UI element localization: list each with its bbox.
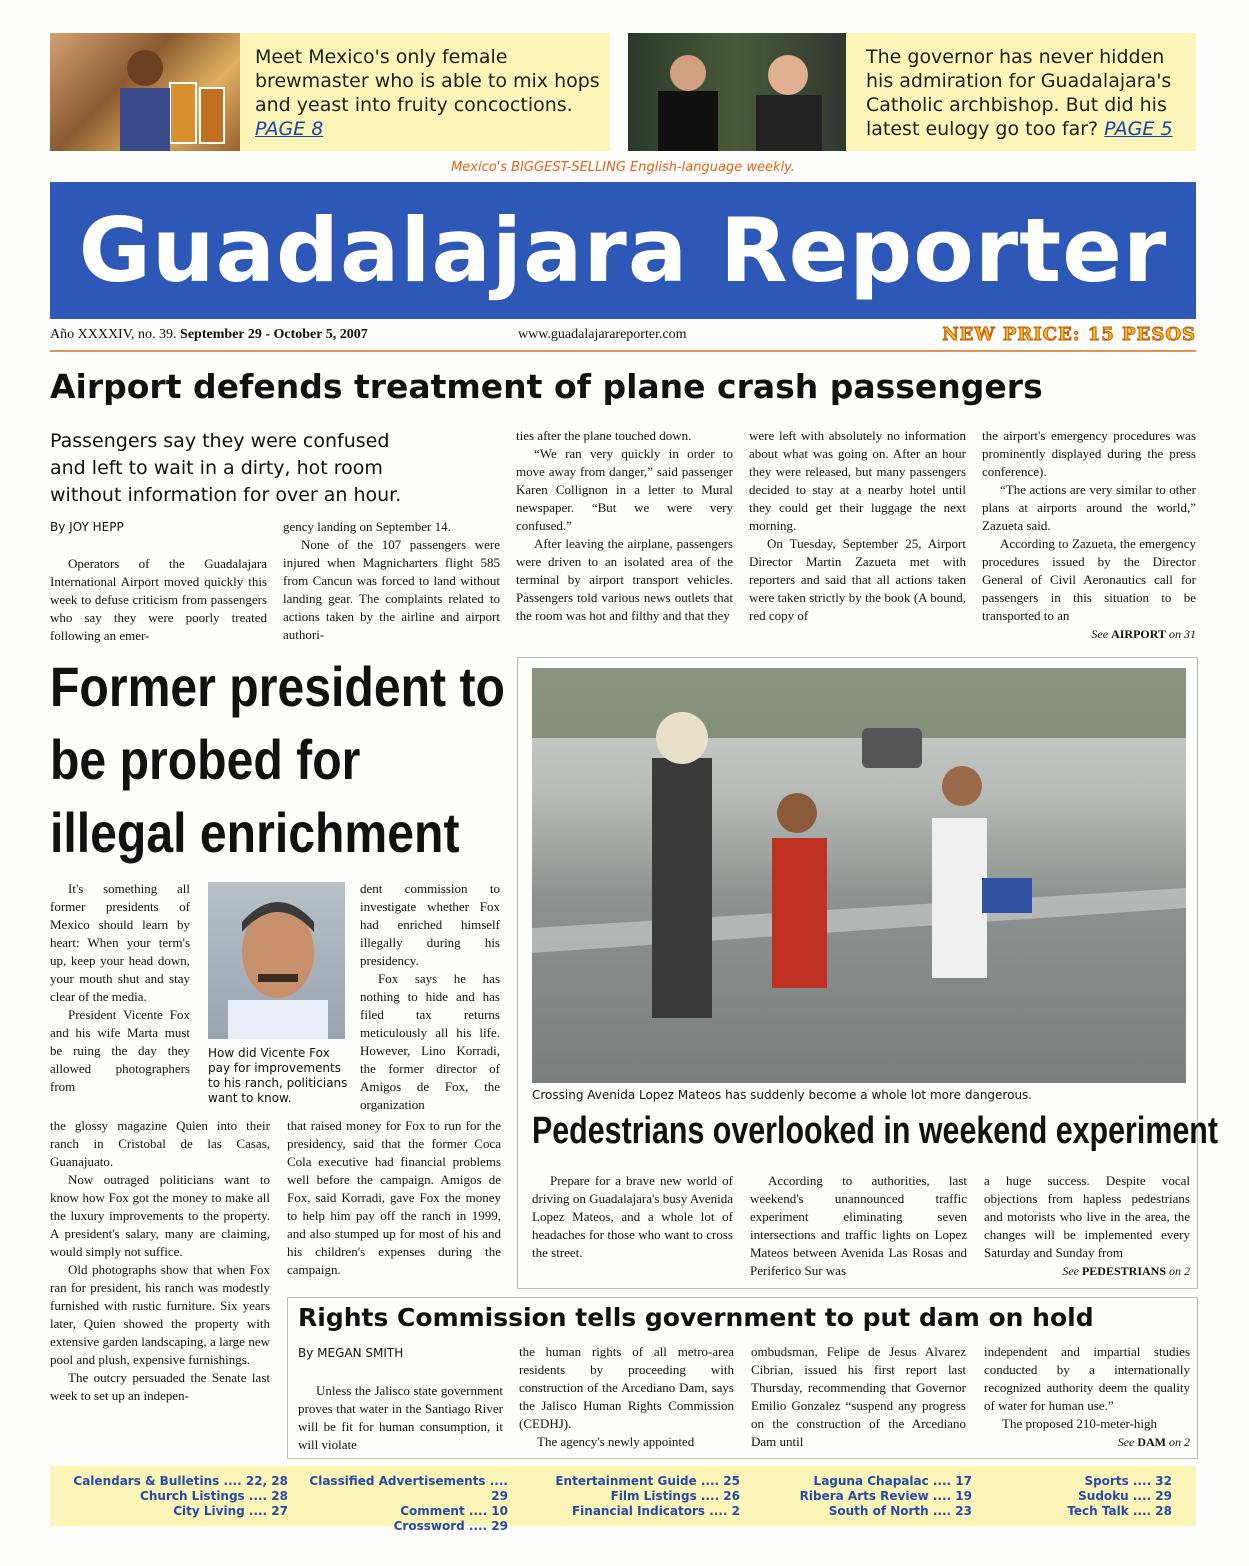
fox-col2b: Fox says he has nothing to hide and has filed tax returns meticulously all his life. However, Lino Korradi, the former director of Amigos de Fox, the organization (360, 971, 500, 1112)
jump-prefix: See (1062, 1264, 1079, 1278)
index-item[interactable]: Ribera Arts Review .... 19 (799, 1489, 972, 1503)
jump-page: on 2 (1169, 1435, 1190, 1449)
airport-col5a: the airport's emergency procedures was prominently displayed during the press conference). (982, 428, 1196, 479)
issue-dates: September 29 - October 5, 2007 (180, 327, 368, 342)
jump-prefix: See (1117, 1435, 1135, 1449)
index-item[interactable]: Tech Talk .... 28 (1067, 1504, 1172, 1518)
masthead-title: Guadalajara Reporter (78, 199, 1168, 302)
airport-col2a: gency landing on September 14. (283, 519, 451, 534)
masthead (50, 182, 1196, 319)
index-column-1 (50, 1474, 288, 1519)
index-item[interactable]: South of North .... 23 (828, 1504, 972, 1518)
pedestrians-headline: Pedestrians overlooked in weekend experiment (532, 1110, 1218, 1152)
pedestrians-photo (532, 668, 1186, 1083)
jump-keyword: DAM (1137, 1435, 1166, 1449)
jump-keyword: AIRPORT (1111, 627, 1166, 641)
dam-col2b: The agency's newly appointed (537, 1434, 695, 1449)
jump-keyword: PEDESTRIANS (1081, 1264, 1166, 1278)
promo-right[interactable] (628, 33, 1196, 151)
vicente-fox-photo (208, 882, 345, 1039)
index-item[interactable]: Calendars & Bulletins .... 22, 28 (73, 1474, 288, 1488)
fox-col1f: The outcry persuaded the Senate last week to set up an indepen- (50, 1370, 270, 1403)
index-column-2 (290, 1474, 508, 1534)
promo-right-text: The governor has never hidden his admiration for Guadalajara's Catholic archbishop. But did his latest eulogy go too far? (866, 46, 1172, 140)
brewmaster-photo (50, 33, 240, 151)
index-item[interactable]: Sports .... 32 (1084, 1474, 1172, 1488)
site-url[interactable]: www.guadalajarareporter.com (518, 327, 687, 342)
dateline-issue (50, 327, 368, 343)
airport-byline: By JOY HEPP (50, 520, 124, 534)
pedestrians-col2: According to authorities, last weekend's unannounced traffic experiment eliminating seven intersections and traffic lights on Lopez Mateos between Avenida Las Rosas and Periferico Sur was (750, 1173, 967, 1278)
price-badge: NEW PRICE: 15 PESOS (942, 324, 1196, 345)
index-item[interactable]: Classified Advertisements .... 29 (309, 1474, 508, 1503)
dateline-rule (50, 350, 1196, 352)
pedestrians-col3: a huge success. Despite vocal objections from hapless pedestrians and motorists who live in the area, the changes will be implemented every Saturday and Sunday from (984, 1173, 1190, 1260)
issue-number: Año XXXXIV, no. 39. (50, 327, 177, 342)
fox-col1c: the glossy magazine Quien into their ranch in Cristobal de las Casas, Guanajuato. (50, 1118, 270, 1169)
index-column-4 (770, 1474, 972, 1519)
pedestrians-caption: Crossing Avenida Lopez Mateos has suddenly become a whole lot more dangerous. (532, 1088, 1033, 1102)
airport-col4b: On Tuesday, September 25, Airport Director Martin Zazueta met with reporters and said that all actions taken were taken strictly by the book (A bound, red copy of (749, 536, 966, 623)
airport-jump[interactable] (982, 625, 1196, 643)
index-item[interactable]: Crossword .... 29 (393, 1519, 508, 1533)
portrait-icon (208, 882, 345, 1039)
airport-col3a: ties after the plane touched down. (516, 428, 692, 443)
airport-col3b: “We ran very quickly in order to move away from danger,” said passenger Karen Collignon in a letter to Mural newspaper. “But we were very confused.” (516, 446, 733, 533)
airport-col5b: “The actions are very similar to other plans at airports around the world,” Zazueta said. (982, 482, 1196, 533)
airport-col5c: According to Zazueta, the emergency procedures issued by the Director General of Civil Aeronautics call for passengers in this situation to be transported to an (982, 536, 1196, 623)
jump-page: on 2 (1169, 1264, 1190, 1278)
beer-glass-icon (50, 33, 240, 151)
index-item[interactable]: Entertainment Guide .... 25 (555, 1474, 740, 1488)
dam-byline: By MEGAN SMITH (298, 1346, 404, 1360)
jump-page: on 31 (1169, 627, 1196, 641)
promo-left[interactable] (50, 33, 610, 151)
airport-headline: Airport defends treatment of plane crash passengers (50, 367, 1043, 406)
tagline: Mexico's BIGGEST-SELLING English-language weekly. (451, 160, 795, 175)
index-item[interactable]: Film Listings .... 26 (610, 1489, 740, 1503)
index-item[interactable]: Comment .... 10 (400, 1504, 508, 1518)
dam-col1: Unless the Jalisco state government proves that water in the Santiago River will be fit for human consumption, it will violate (298, 1383, 503, 1452)
index-column-3 (530, 1474, 740, 1519)
index-item[interactable]: Financial Indicators .... 2 (571, 1504, 740, 1518)
fox-col1a: It's something all former presidents of Mexico should learn by heart: When your term's up, keep your head down, your mouth shut and stay clear of the media. (50, 881, 190, 1004)
dam-col4a: independent and impartial studies conducted by a internationally recognized authority deem the quality of water for human use.” (984, 1344, 1190, 1413)
fox-col1d: Now outraged politicians want to know how Fox got the money to make all the luxury improvements to the property. A president's salary, many are claiming, would simply not suffice. (50, 1172, 270, 1259)
index-column-5 (1010, 1474, 1172, 1519)
fox-col1e: Old photographs show that when Fox ran for president, his ranch was modestly furnished with rustic furniture. Six years later, Quien showed the property with extensive garden landscaping, a large new pool and plush, expensive furnishings. (50, 1262, 270, 1367)
dam-col3: ombudsman, Felipe de Jesus Alvarez Cibrian, issued his first report last Thursday, recommending that Governor Emilio Gonzalez “suspend any progress on the construction of the Arcediano Dam until (751, 1344, 966, 1449)
airport-col3c: After leaving the airplane, passengers were driven to an isolated area of the terminal by airport transport vehicles. Passengers told various news outlets that the room was hot and filthy and that they (516, 536, 733, 623)
dam-col4b: The proposed 210-meter-high (1002, 1416, 1157, 1431)
crossing-icon (532, 668, 1186, 1083)
fox-caption: How did Vicente Fox pay for improvements to his ranch, politicians want to know. (208, 1046, 348, 1105)
fox-headline: Former president to be probed for illegal enrichment (50, 655, 505, 864)
fox-col1b: President Vicente Fox and his wife Marta must be ruing the day they allowed photographers from (50, 1007, 190, 1094)
dam-jump[interactable] (984, 1433, 1190, 1451)
airport-col1: Operators of the Guadalajara International Airport moved quickly this week to defuse criticism from passengers who say they were poorly treated following an emer- (50, 556, 267, 643)
promo-left-text: Meet Mexico's only female brewmaster who is able to mix hops and yeast into fruity concoctions. (255, 46, 600, 116)
index-item[interactable]: Laguna Chapalac .... 17 (813, 1474, 972, 1488)
dam-headline: Rights Commission tells government to put dam on hold (298, 1303, 1094, 1332)
jump-prefix: See (1091, 627, 1109, 641)
index-item[interactable]: City Living .... 27 (173, 1504, 288, 1518)
airport-col4a: were left with absolutely no information about what was going on. After an hour they were released, but many passengers decided to stay at a nearby hotel until they could get their luggage the next morning. (749, 428, 966, 533)
index-item[interactable]: Church Listings .... 28 (140, 1489, 288, 1503)
promo-left-link[interactable]: PAGE 8 (255, 118, 324, 140)
airport-deck: Passengers say they were confused and left to wait in a dirty, hot room without information for over an hour. (50, 430, 402, 506)
airport-col2b: None of the 107 passengers were injured when Magnicharters flight 585 from Cancun was forced to land without landing gear. The complaints related to actions taken by the airline and airport authori- (283, 537, 500, 642)
fox-col2a: dent commission to investigate whether Fox had enriched himself illegally during his presidency. (360, 881, 500, 968)
dam-col2a: the human rights of all metro-area residents by proceeding with construction of the Arcediano Dam, says the Jalisco Human Rights Commission (CEDHJ). (519, 1344, 734, 1431)
index-item[interactable]: Sudoku .... 29 (1078, 1489, 1172, 1503)
contents-index (50, 1466, 1196, 1533)
people-icon (628, 33, 846, 151)
pedestrians-jump[interactable] (984, 1262, 1190, 1280)
promo-right-link[interactable]: PAGE 5 (1104, 118, 1173, 140)
fox-col2c: that raised money for Fox to run for the presidency, said that the former Coca Cola executive had financial problems well before the campaign. Amigos de Fox, said Korradi, gave Fox the money to help him pay off the ranch in 1999, and also stumped up for most of his and his children's expenses during the campaign. (287, 1118, 501, 1277)
governor-archbishop-photo (628, 33, 846, 151)
pedestrians-col1: Prepare for a brave new world of driving on Guadalajara's busy Avenida Lopez Mateos, and a whole lot of headaches for those who want to cross the street. (532, 1173, 733, 1260)
